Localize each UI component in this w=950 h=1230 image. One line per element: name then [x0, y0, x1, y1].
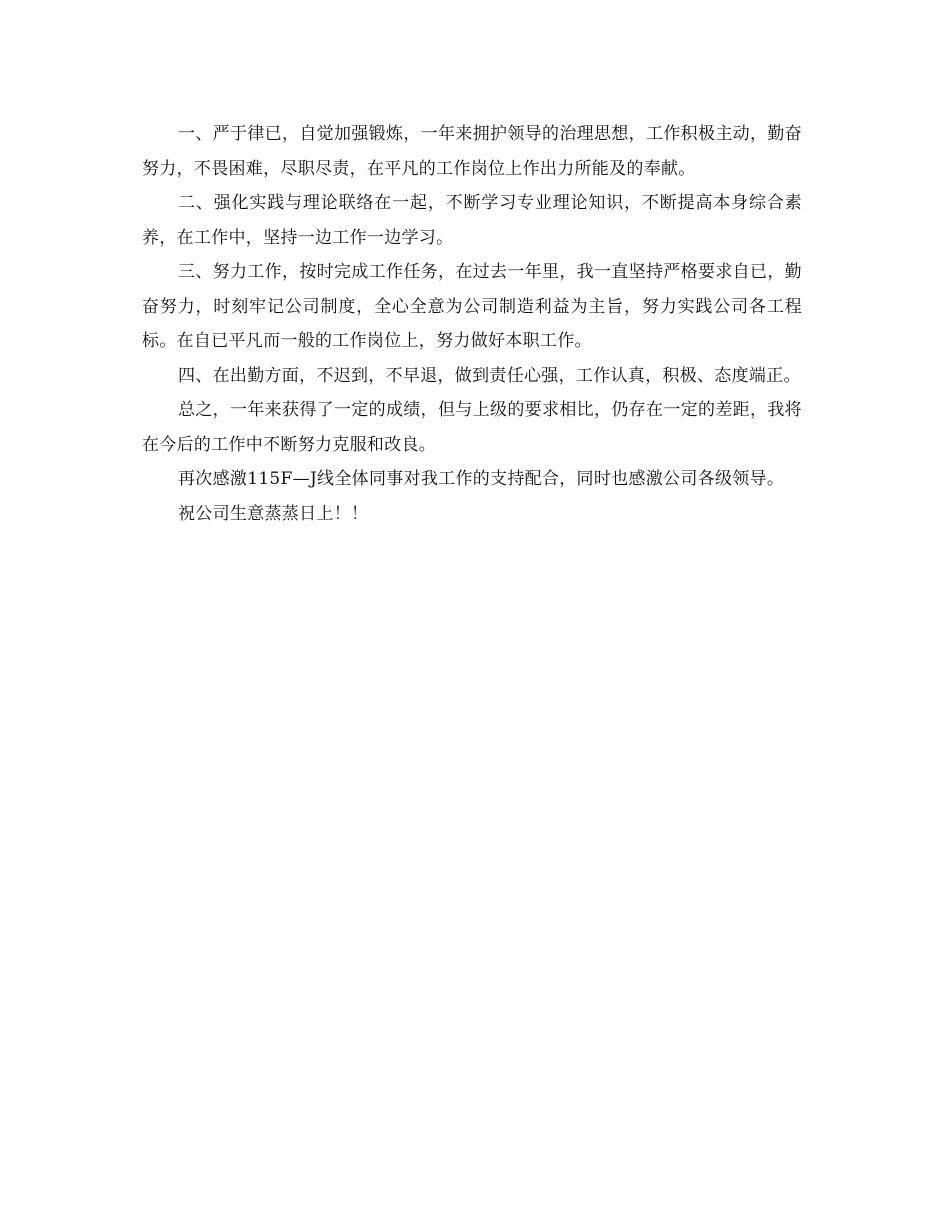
- paragraph-wishes: 祝公司生意蒸蒸日上！！: [178, 503, 369, 524]
- paragraph-summary: 总之，一年来获得了一定的成绩，但与上级的要求相比，仍存在一定的差距，我将在今后的工作中不断努力克服和改良。: [142, 400, 802, 455]
- paragraph-attendance: 四、在出勤方面，不迟到，不早退，做到责任心强，工作认真，积极、态度端正。: [178, 365, 801, 386]
- paragraph-work-tasks: 三、努力工作，按时完成工作任务，在过去一年里，我一直坚持严格要求自已，勤奋努力，时刻牢记公司制度，全心全意为公司制造利益为主旨，努力实践公司各工程标。在自已平凡而一般的工作岗位上，努力做好本职工作。: [142, 262, 802, 351]
- paragraph-discipline: 一、严于律已，自觉加强锻炼，一年来拥护领导的治理思想，工作积极主动，勤奋努力，不畏困难，尽职尽责，在平凡的工作岗位上作出力所能及的奉献。: [142, 124, 802, 179]
- paragraph-practice-theory: 二、强化实践与理论联络在一起，不断学习专业理论知识，不断提高本身综合素养，在工作中，坚持一边工作一边学习。: [142, 193, 802, 248]
- document-body: [142, 117, 802, 531]
- paragraph-thanks: 再次感激115F—J线全体同事对我工作的支持配合，同时也感激公司各级领导。: [178, 469, 785, 489]
